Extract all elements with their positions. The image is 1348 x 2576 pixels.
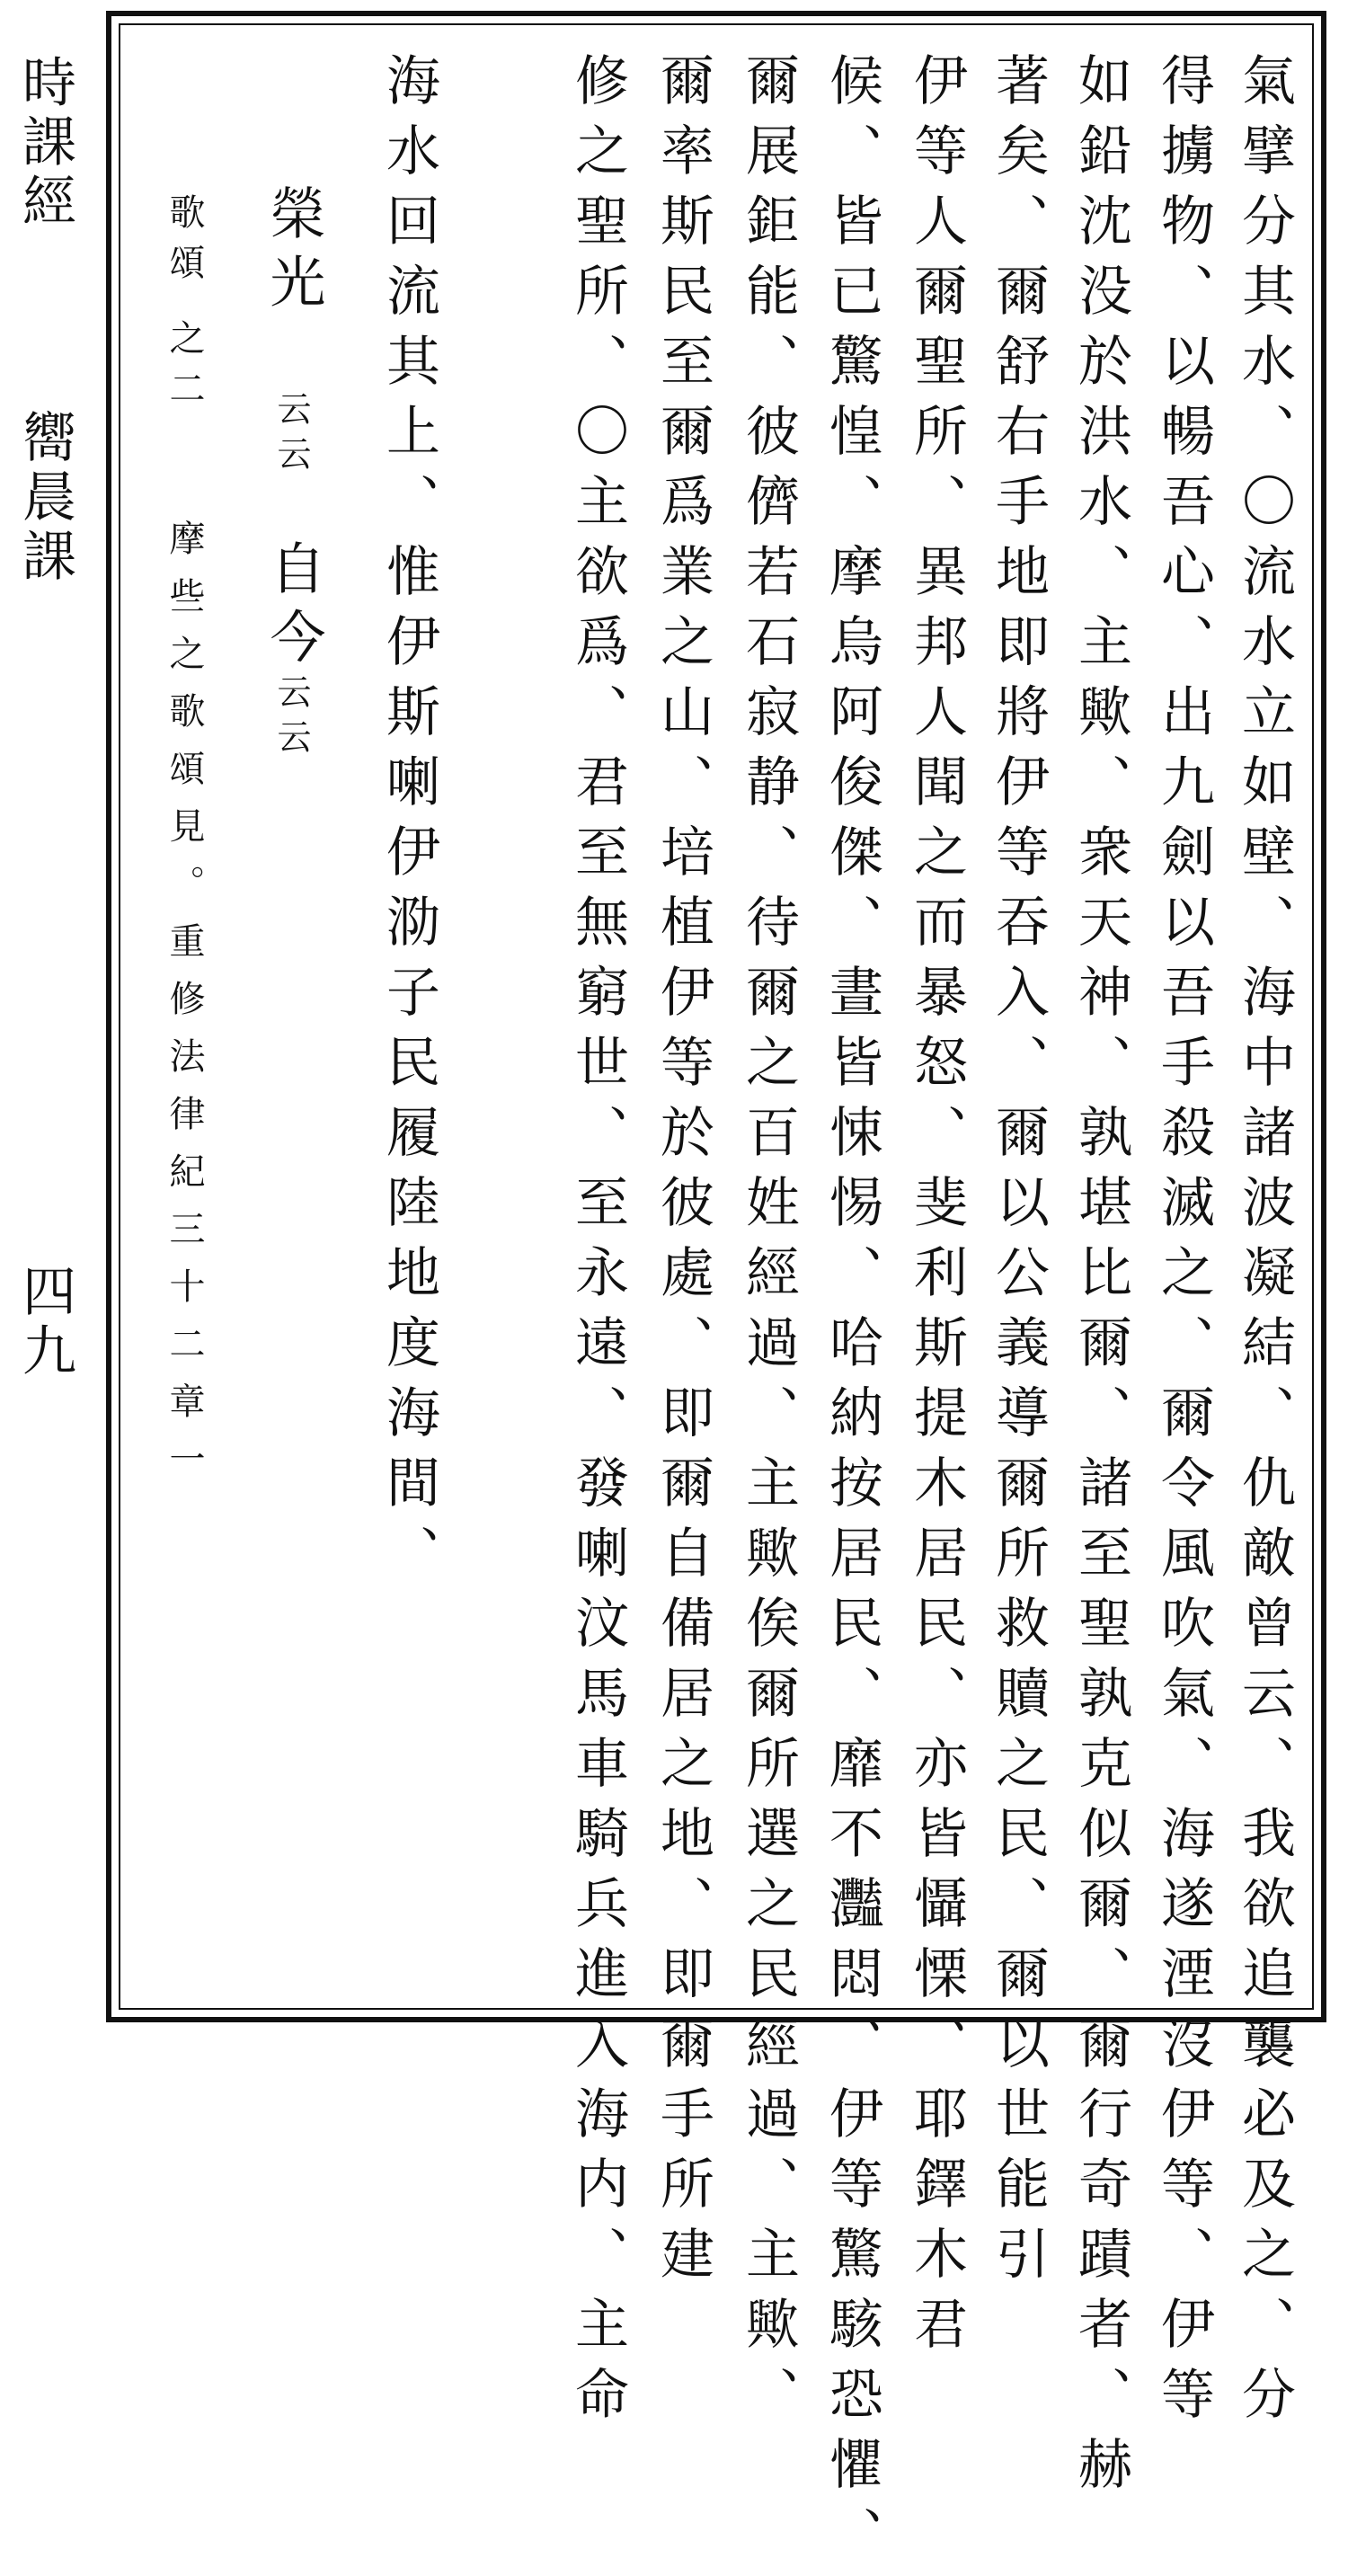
rubric-sub-heading-note: 云云 [271,674,311,764]
text-column-5: 伊等人爾聖所、異邦人聞之而暴怒、斐利斯提木居民、亦皆懾慄、耶鐸木君 [905,52,968,2366]
text-column-8: 爾率斯民至爾爲業之山、培植伊等於彼處、即爾自備居之地、即爾手所建 [652,52,714,2296]
text-column-3: 如鉛沈没於洪水、主歟、衆天神、孰堪比爾、諸至聖孰克似爾、爾行奇蹟者、赫 [1069,52,1132,2506]
text-column-4: 著矣、爾舒右手地即將伊等吞入、爾以公義導爾所救贖之民、爾以世能引 [987,52,1050,2296]
text-column-2: 得擄物、以暢吾心、出九劍以吾手殺滅之、爾令風吹氣、海遂湮沒伊等、伊等 [1152,52,1215,2436]
footnote-source: 摩些之歌頌見。重修法律紀三十二章一 [164,520,205,1497]
rubric-heading-note: 云云 [271,391,311,481]
text-column-10: 海水回流其上、惟伊斯喇伊泐子民履陸地度海間、 [377,52,440,1594]
text-column-1: 氣擘分其水、〇流水立如壁、海中諸波凝結、仇敵曾云、我欲追襲必及之、分 [1233,52,1296,2436]
text-column-9: 修之聖所、〇主欲爲、君至無窮世、至永遠、發喇汶馬車騎兵進入海内、主命 [566,52,629,2436]
footnote-number: 之二 [164,319,205,420]
text-column-7: 爾展鉅能、彼儕若石寂静、待爾之百姓經過、主歟俟爾所選之民經過、主歟、 [737,52,800,2436]
rubric-heading: 榮光 [261,184,326,321]
running-title-1: 時課經 [13,54,76,232]
footnote-label: 歌頌 [164,193,205,294]
running-title-2: 嚮晨課 [13,409,76,587]
page-border-inner [119,23,1314,2010]
page-number: 四九 [13,1263,76,1381]
text-column-6: 候、皆已驚惶、摩烏阿俊傑、晝皆悚惕、哈納按居民、靡不灩悶、伊等驚駭恐懼、 [820,52,883,2576]
rubric-sub-heading: 自今 [261,539,326,676]
